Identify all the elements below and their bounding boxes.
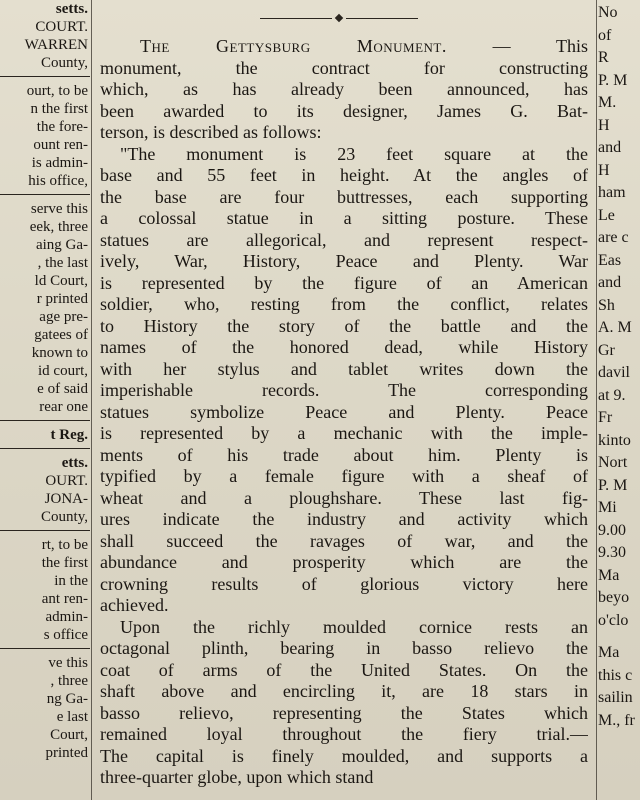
left-column-line: printed [45,745,88,761]
right-column-line: M. [598,94,617,111]
right-column-line: H [598,116,610,134]
left-column-line: ld Court, [34,273,88,289]
left-column-line: the fore- [36,119,88,135]
right-column-line: of [598,26,612,44]
article-line: typified by a female figure with a sheaf of [100,466,588,486]
article-line: with her stylus and tablet writes down the [100,358,588,379]
left-column-line: County, [41,509,88,525]
right-column-line: R [598,49,609,66]
right-column-line: kinto [598,431,631,449]
right-column-line: H [598,161,610,179]
left-column-line: WARREN [24,37,88,53]
left-column-line: ve this [48,655,88,671]
left-column-rule [0,76,90,77]
article-line: crowning results of glorious victory here [100,573,588,594]
left-column-line: rt, to be [41,537,88,553]
left-column-line: COURT. [35,19,88,35]
left-column-rule [0,194,90,195]
left-column-rule [0,448,90,449]
article-line: remained loyal throughout the fiery trial.— [100,724,588,744]
article-line: the base are four buttresses, each supporting [100,186,588,207]
article-line: — This [446,36,588,56]
article-column [92,0,596,800]
article-line: is represented by a mechanic with the imple- [100,423,588,443]
article-line: a colossal statue in a sitting posture. These [100,208,588,228]
right-column-line: o'clo [598,611,629,629]
left-column-line: id court, [38,363,88,379]
article-line: ively, War, History, Peace and Plenty. War [100,251,588,271]
right-column-line: Nort [598,454,628,471]
right-column-line: Ma [598,644,620,661]
article-line: achieved. [100,595,169,615]
article-line: three-quarter globe, upon which stand [100,767,374,787]
right-column-line: beyo [598,589,630,606]
article-line: coat of arms of the United States. On the [100,659,588,680]
right-column-line: No [598,4,618,21]
left-column-rule [0,648,90,649]
article-line: octagonal plinth, bearing in basso relievo the [100,638,588,658]
right-column-line: Le [598,206,615,224]
right-column-line: Ma [598,566,620,584]
right-column-line: Sh [598,296,615,314]
right-column [596,0,640,800]
left-column-line: County, [41,55,88,71]
right-column-line: P. M [598,476,628,494]
article-line: ments of his trade about him. Plenty is [100,444,588,465]
left-column-line: is admin- [31,155,88,171]
article-line: been awarded to its designer, James G. Bat- [100,100,588,121]
article-line: terson, is described as follows: [100,122,322,142]
left-column-line: ourt, to be [26,83,88,99]
article-line: names of the honored dead, while History [100,337,588,357]
article-line: "The monument is 23 feet square at the [120,143,588,164]
left-column-line: the first [41,555,88,571]
left-column-line: serve this [30,201,88,217]
left-column-line: etts. [61,455,88,471]
article-line: shall succeed the ravages of war, and the [100,530,588,551]
right-column-line: davil [598,364,630,381]
right-column-line: 9.30 [598,544,626,561]
article-line: The capital is finely moulded, and supports a [100,745,588,766]
left-column-line: in the [54,573,88,589]
left-column-line: admin- [45,609,88,625]
left-column-line: eek, three [29,219,88,235]
article-line: to History the story of the battle and the [100,315,588,336]
right-column-line: A. M [598,319,632,336]
right-column-line: Gr [598,341,615,359]
article-line: monument, the contract for constructing [100,57,588,78]
article-line: wheat and a ploughshare. These last fig- [100,487,588,508]
left-column-line: JONA- [44,491,88,507]
article-line: Upon the richly moulded cornice rests an [120,616,588,637]
article-line: imperishable records. The corresponding [100,380,588,400]
left-column-line: e of said [37,381,88,397]
left-column-line: ng Ga- [46,691,88,707]
left-column-line: r printed [36,291,88,307]
left-column-line: setts. [55,1,88,17]
article-line: soldier, who, resting from the conflict, relates [100,294,588,314]
left-column-rule [0,530,90,531]
left-column-line: ount ren- [33,137,88,153]
left-column-line: OURT. [45,473,88,489]
article-title: The Gettysburg Monument. [140,36,447,56]
article-line: is represented by the figure of an American [100,272,588,293]
left-column-line: , three [50,673,88,689]
right-column-line: ham [598,184,626,201]
left-column-line: e last [56,709,88,725]
left-column-line: age pre- [39,309,88,325]
headline-ornament [260,12,420,24]
left-column-line: aing Ga- [35,237,88,253]
left-column-rule [0,420,90,421]
left-column-line: ant ren- [41,591,88,607]
right-column-line: Eas [598,251,622,269]
left-column-line: Court, [50,727,88,743]
article-line: base and 55 feet in height. At the angles of [100,165,588,185]
article-first-line [140,36,588,57]
right-column-line: are c [598,229,629,246]
article-line: which, as has already been announced, has [100,79,588,99]
left-column-line: his office, [28,173,88,189]
right-column-line: at 9. [598,386,626,404]
right-column-line: this c [598,666,633,684]
article-line: ures indicate the industry and activity which [100,509,588,529]
right-column-line: Mi [598,499,617,516]
right-column-line: sailin [598,689,633,706]
article-line: shaft above and encircling it, are 18 stars in [100,681,588,701]
article-line: statues are allegorical, and represent respect- [100,229,588,250]
left-column [0,0,90,800]
right-column-line: M., fr [598,711,635,729]
left-column-line: t Reg. [50,427,88,443]
left-column-line: , the last [37,255,88,271]
left-column-line: s office [43,627,88,643]
article-line: basso relievo, representing the States which [100,702,588,723]
right-column-line: Fr [598,409,613,426]
right-column-line: and [598,139,622,156]
left-column-line: gatees of [34,327,88,343]
right-column-line: 9.00 [598,521,626,539]
article-line: abundance and prosperity which are the [100,552,588,572]
left-column-line: n the first [30,101,88,117]
right-column-line: P. M [598,71,628,89]
left-column-line: rear one [39,399,88,415]
left-column-line: known to [31,345,88,361]
right-column-line: and [598,274,622,291]
article-line: statues symbolize Peace and Plenty. Peace [100,401,588,422]
